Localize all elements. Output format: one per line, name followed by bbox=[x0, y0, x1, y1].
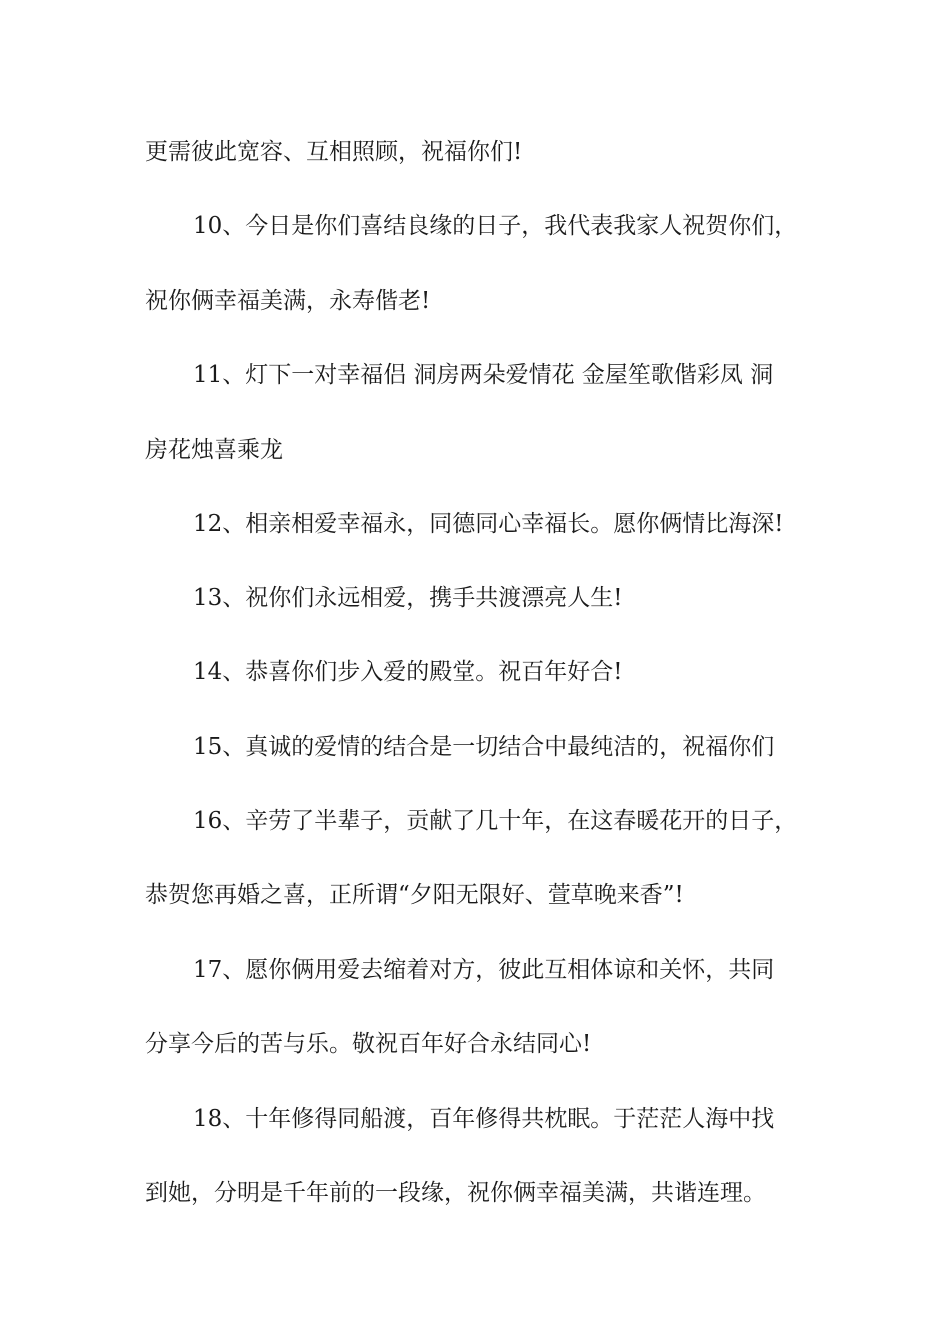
text-line: 11、灯下一对幸福侣 洞房两朵爱情花 金屋笙歌偕彩凤 洞 bbox=[193, 362, 774, 388]
text-line: 15、真诚的爱情的结合是一切结合中最纯洁的，祝福你们 bbox=[193, 734, 775, 760]
text-line: 12、相亲相爱幸福永，同德同心幸福长。愿你俩情比海深! bbox=[193, 511, 784, 537]
text-line: 分享今后的苦与乐。敬祝百年好合永结同心! bbox=[145, 1031, 592, 1057]
text-line: 恭贺您再婚之喜，正所谓“夕阳无限好、萱草晚来香”! bbox=[145, 882, 684, 908]
text-line: 14、恭喜你们步入爱的殿堂。祝百年好合! bbox=[193, 659, 623, 685]
text-line: 10、今日是你们喜结良缘的日子，我代表我家人祝贺你们， bbox=[193, 213, 798, 239]
text-line: 更需彼此宽容、互相照顾，祝福你们! bbox=[145, 139, 523, 165]
text-line: 17、愿你俩用爱去缩着对方，彼此互相体谅和关怀，共同 bbox=[193, 957, 775, 983]
text-line: 房花烛喜乘龙 bbox=[145, 437, 283, 463]
text-line: 18、十年修得同船渡，百年修得共枕眠。于茫茫人海中找 bbox=[193, 1106, 775, 1132]
text-line: 祝你俩幸福美满，永寿偕老! bbox=[145, 288, 431, 314]
text-line: 13、祝你们永远相爱，携手共渡漂亮人生! bbox=[193, 585, 623, 611]
text-line: 16、辛劳了半辈子，贡献了几十年，在这春暖花开的日子， bbox=[193, 808, 798, 834]
text-line: 到她，分明是千年前的一段缘，祝你俩幸福美满，共谐连理。 bbox=[145, 1180, 766, 1206]
